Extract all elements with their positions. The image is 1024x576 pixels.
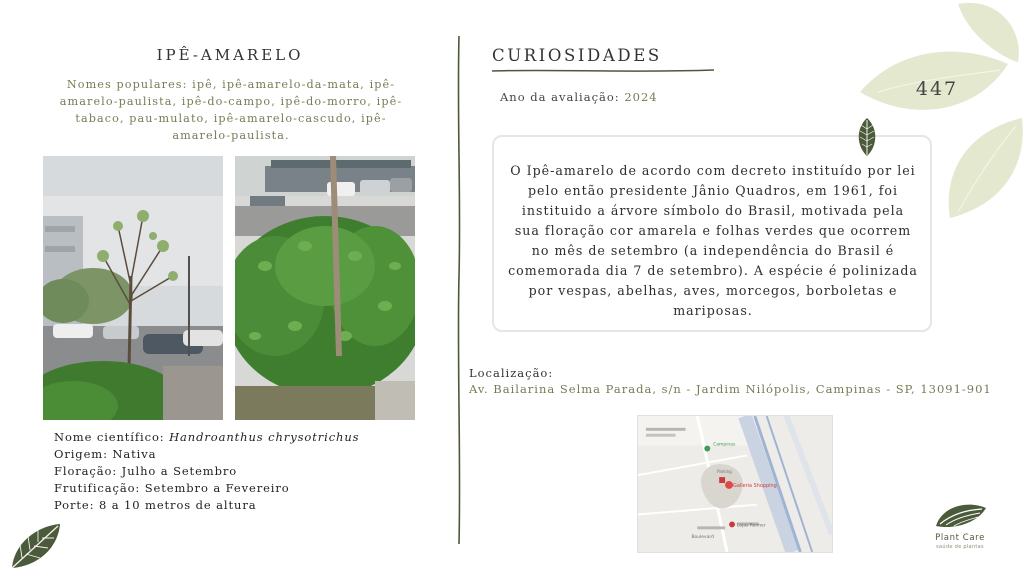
tree-size: Porte: 8 a 10 metros de altura xyxy=(54,498,257,512)
map-label-renner: Lojas Renner xyxy=(736,523,766,529)
scientific-name-value: Handroanthus chrysotrichus xyxy=(169,430,360,444)
curiosity-card xyxy=(492,135,932,332)
column-divider xyxy=(456,36,462,544)
location-map[interactable] xyxy=(637,415,833,553)
tree-photo xyxy=(43,156,223,420)
popular-names: Nomes populares: ipê, ipê-amarelo-da-mata, ipê-amarelo-paulista, ipê-do-campo, ipê-do-morro, ipê-tabaco, pau-mulato, ipê-amarelo-cascudo, ipê-amarelo-paulista. xyxy=(59,78,403,142)
evaluation-year: Ano da avaliação: 2024 xyxy=(500,90,658,104)
evaluation-year-value: 2024 xyxy=(624,90,658,104)
curiosity-text: O Ipê-amarelo de acordo com decreto instituído por lei pelo então presidente Jânio Quadros, em 1961, foi instituido a árvore símbolo do Brasil, motivada pela sua floração cor amarela e folhas verdes que ocorrem no mês de setembro (a independência do Brasil é comemorada dia 7 de setembro). A espécie é polinizada por vespas, abelhas, aves, morcegos, borboletas e mariposas. xyxy=(508,163,918,318)
page-number: 447 xyxy=(915,78,959,100)
logo-name: Plant Care xyxy=(935,533,985,543)
shrub-photo xyxy=(235,156,415,420)
title-underline xyxy=(492,68,714,74)
location-label: Localização: xyxy=(469,366,554,380)
scientific-name: Nome científico: Handroanthus chrysotrichus xyxy=(54,430,360,444)
map-label-parking: Parking xyxy=(717,469,732,475)
leaf-icon xyxy=(855,117,879,157)
logo-tagline: saúde de plantas xyxy=(936,544,984,550)
flowering: Floração: Julho a Setembro xyxy=(54,464,238,478)
species-title: IPÊ-AMARELO xyxy=(156,46,304,64)
map-label-galleria: Galleria Shopping xyxy=(733,482,777,489)
leaf-icon xyxy=(8,520,64,572)
logo-leaf-icon xyxy=(932,500,988,530)
origin: Origem: Nativa xyxy=(54,447,157,461)
map-label-boulevard: Boulevard xyxy=(691,535,714,541)
map-label-campinas: Campinas xyxy=(713,442,736,448)
plant-care-logo xyxy=(920,500,1000,568)
location-address: Av. Bailarina Selma Parada, s/n - Jardim Nilópolis, Campinas - SP, 13091-901 xyxy=(469,382,992,396)
section-title: CURIOSIDADES xyxy=(492,46,662,65)
fruiting: Frutificação: Setembro a Fevereiro xyxy=(54,481,290,495)
species-facts xyxy=(54,429,434,514)
